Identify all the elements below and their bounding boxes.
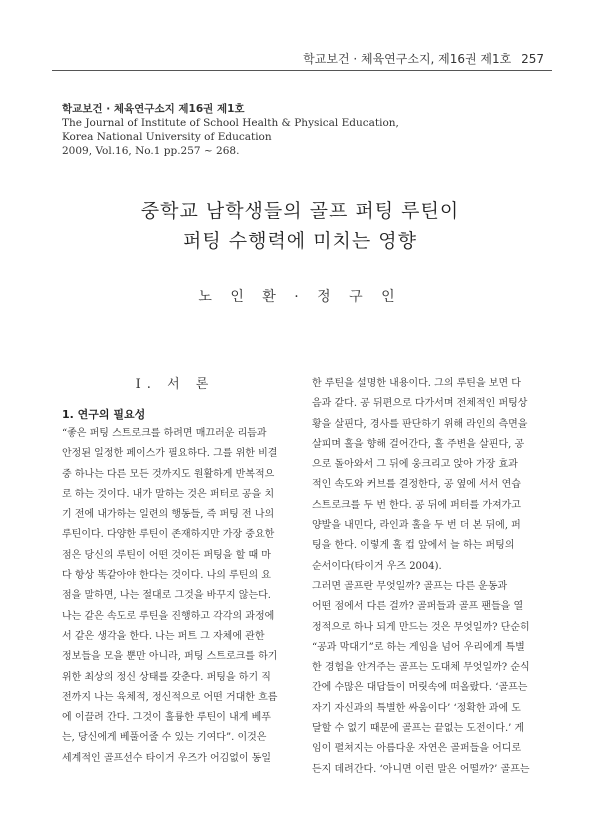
paper-title xyxy=(0,196,600,256)
text-line: 어떤 점에서 다른 걸까? 골퍼들과 골프 팬들을 열 xyxy=(312,601,524,613)
text-line: 루틴이다. 다양한 루틴이 존재하지만 가장 중요한 xyxy=(62,529,275,541)
text-line: 점을 말하면, 나는 절대로 그것을 바꾸지 않는다. xyxy=(62,590,271,602)
text-line: 순서이다(타이거 우즈 2004). xyxy=(312,560,442,572)
text-line: 든지 데려간다. ‘아니면 이런 말은 어떨까?’ 골프는 xyxy=(312,763,530,775)
journal-info xyxy=(62,102,399,158)
text-line: 스트로크를 두 번 한다. 공 뒤에 퍼터를 가져가고 xyxy=(312,499,521,511)
section-heading: Ⅰ. 서 론 xyxy=(135,377,215,392)
text-line: 그러면 골프란 무엇일까? 골프는 다른 운동과 xyxy=(312,580,508,592)
text-line: 위한 최상의 정신 상태를 갖춘다. 퍼팅을 하기 직 xyxy=(62,671,271,683)
page-number: 257 xyxy=(521,52,544,66)
title-line-1: 중학교 남학생들의 골프 퍼팅 루틴이 xyxy=(140,200,460,222)
text-line: 중 하나는 다른 모든 것까지도 원활하게 반복적으 xyxy=(62,468,275,480)
text-line: 점은 당신의 루틴이 어떤 것이든 퍼팅을 할 때 마 xyxy=(62,549,271,561)
journal-citation: 2009, Vol.16, No.1 pp.257 ~ 268. xyxy=(62,145,240,157)
text-line: 로 하는 것이다. 내가 말하는 것은 퍼터로 공을 치 xyxy=(62,488,275,500)
body-column-left xyxy=(62,424,294,769)
journal-korean-name: 학교보건 · 체육연구소지 제16권 제1호 xyxy=(62,103,245,115)
authors: 노 인 환 · 정 구 인 xyxy=(198,289,402,305)
text-line: 황을 살핀다, 경사를 판단하기 위해 라인의 측면을 xyxy=(312,418,528,430)
text-line: 살피며 홀을 향해 걸어간다, 홀 주변을 살핀다, 공 xyxy=(312,438,525,450)
text-line: “좋은 퍼팅 스트로크를 하려면 매끄러운 리듬과 xyxy=(62,428,267,439)
text-line: 다 항상 똑같아야 한다는 것이다. 나의 루틴의 요 xyxy=(62,570,271,582)
text-line: 안정된 일정한 페이스가 필요하다. 그를 위한 비결 xyxy=(62,448,278,460)
journal-english-name: The Journal of Institute of School Health & Physical Education, xyxy=(62,117,399,129)
title-line-2: 퍼팅 수행력에 미치는 영향 xyxy=(182,230,417,252)
text-line: 서 같은 생각을 한다. 나는 퍼트 그 자체에 관한 xyxy=(62,630,265,642)
text-line: 세계적인 골프선수 타이거 우즈가 어김없이 동일 xyxy=(62,752,272,764)
journal-university: Korea National University of Education xyxy=(62,131,272,143)
text-line: 는, 당신에게 베풀어줄 수 있는 기여다”. 이것은 xyxy=(62,732,267,744)
text-line: 달할 수 없기 때문에 골프는 끝없는 도전이다.’ 게 xyxy=(312,723,525,735)
running-title: 학교보건 · 체육연구소지, 제16권 제1호 xyxy=(303,52,512,66)
text-line: 기 전에 내가하는 일련의 행동들, 즉 퍼팅 전 나의 xyxy=(62,509,275,521)
text-line: 전까지 나는 육체적, 정신적으로 어떤 거대한 흐름 xyxy=(62,691,278,703)
body-column-right xyxy=(312,374,544,780)
running-header xyxy=(303,50,544,67)
text-line: “공과 막대기”로 하는 게임을 넘어 우리에게 특별 xyxy=(312,641,525,653)
text-line: 에 이끌려 간다. 그것이 훌륭한 루틴이 내게 베푸 xyxy=(62,712,271,724)
text-line: 자기 자신과의 특별한 싸움이다’ ‘정확한 과에 도 xyxy=(312,702,521,714)
text-line: 양발을 내민다, 라인과 홀을 두 번 더 본 뒤에, 퍼 xyxy=(312,520,521,532)
text-line: 으로 돌아와서 그 뒤에 웅크리고 앉아 가장 효과 xyxy=(312,459,518,471)
text-line: 임이 펼쳐지는 아름다운 자연은 골퍼들을 어디로 xyxy=(312,743,522,755)
text-line: 적인 속도와 커브를 결정한다, 공 옆에 서서 연습 xyxy=(312,479,521,491)
text-line: 음과 같다. 공 뒤편으로 다가서며 전체적인 퍼팅상 xyxy=(312,398,528,410)
text-line: 정보들을 모을 뿐만 아니라, 퍼팅 스트로크를 하기 xyxy=(62,651,278,663)
text-line: 나는 같은 속도로 루틴을 진행하고 각각의 과정에 xyxy=(62,610,275,622)
header-rule xyxy=(52,70,552,71)
subsection-heading: 1. 연구의 필요성 xyxy=(62,408,146,421)
text-line: 정적으로 하나 되게 만드는 것은 무엇일까? 단순히 xyxy=(312,621,530,633)
text-line: 한 경험을 안겨주는 골프는 도대체 무엇일까? 순식 xyxy=(312,662,530,674)
text-line: 팅을 한다. 이렇게 홀 컵 앞에서 늘 하는 퍼팅의 xyxy=(312,540,515,552)
text-line: 간에 수많은 대답들이 머릿속에 떠올랐다. ‘골프는 xyxy=(312,682,528,694)
text-line: 한 루틴을 설명한 내용이다. 그의 루틴을 보면 다 xyxy=(312,378,521,389)
